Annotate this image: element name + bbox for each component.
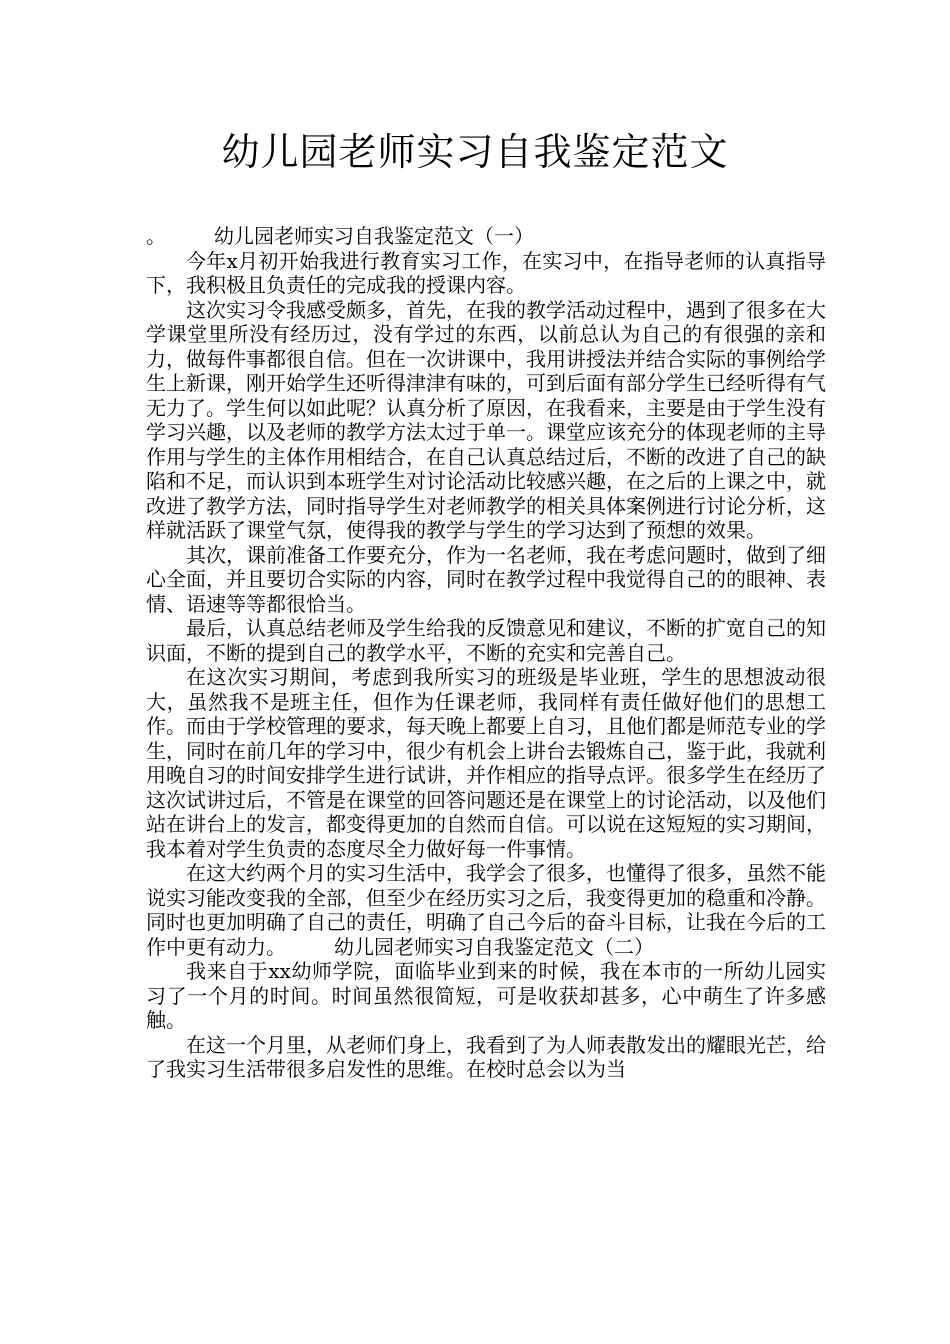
- paragraph: 今年x月初开始我进行教育实习工作，在实习中，在指导老师的认真指导下，我积极且负责任的完成我的授课内容。: [146, 248, 826, 297]
- document-title: 幼儿园老师实习自我鉴定范文: [221, 130, 729, 174]
- closing-paragraph: 在这大约两个月的实习生活中，我学会了很多，也懂得了很多，虽然不能说实习能改变我的全部，但至少在经历实习之后，我变得更加的稳重和冷静。同时也更加明确了自己的责任，明确了自己今后的奋斗目标，让我在今后的工作中更有动力。: [146, 861, 826, 959]
- paragraph: 最后，认真总结老师及学生给我的反馈意见和建议，不断的扩宽自己的知识面，不断的提到自己的教学水平，不断的充实和完善自己。: [146, 616, 826, 665]
- document-body: [146, 224, 826, 1082]
- paragraph-with-section-two-heading: [146, 861, 826, 959]
- paragraph: 这次实习令我感受颇多，首先，在我的教学活动过程中，遇到了很多在大学课堂里所没有经历过，没有学过的东西，以前总认为自己的有很强的亲和力，做每件事都很自信。但在一次讲课中，我用讲授法并结合实际的事例给学生上新课，刚开始学生还听得津津有味的，可到后面有部分学生已经听得有气无力了。学生何以如此呢？认真分析了原因，在我看来，主要是由于学生没有学习兴趣，以及老师的教学方法太过于单一。课堂应该充分的体现老师的主导作用与学生的主体作用相结合，在自己认真总结过后，不断的改进了自己的缺陷和不足，而认识到本班学生对讨论活动比较感兴趣，在之后的上课之中，就改进了教学方法，同时指导学生对老师教学的相关具体案例进行讨论分析，这样就活跃了课堂气氛，使得我的教学与学生的学习达到了预想的效果。: [146, 297, 826, 542]
- section-one-heading: 幼儿园老师实习自我鉴定范文（一）: [214, 224, 534, 248]
- paragraph: 我来自于xx幼师学院，面临毕业到来的时候，我在本市的一所幼儿园实习了一个月的时间。时间虽然很简短，可是收获却甚多，心中萌生了许多感触。: [146, 959, 826, 1032]
- paragraph: 在这次实习期间，考虑到我所实习的班级是毕业班，学生的思想波动很大，虽然我不是班主任，但作为任课老师，我同样有责任做好他们的思想工作。而由于学校管理的要求，每天晚上都要上自习，且他们都是师范专业的学生，同时在前几年的学习中，很少有机会上讲台去锻炼自己，鉴于此，我就利用晚自习的时间安排学生进行试讲，并作相应的指导点评。很多学生在经历了这次试讲过后，不管是在课堂的回答问题还是在课堂上的讨论活动，以及他们站在讲台上的发言，都变得更加的自然而自信。可以说在这短短的实习期间，我本着对学生负责的态度尽全力做好每一件事情。: [146, 665, 826, 861]
- lead-mark: 。: [146, 224, 166, 248]
- section-one-heading-line: [146, 224, 826, 249]
- section-two-heading: 幼儿园老师实习自我鉴定范文（二）: [334, 934, 654, 959]
- paragraph: 在这一个月里，从老师们身上，我看到了为人师表散发出的耀眼光芒，给了我实习生活带很多启发性的思维。在校时总会以为当: [146, 1032, 826, 1081]
- paragraph: 其次，课前准备工作要充分，作为一名老师，我在考虑问题时，做到了细心全面，并且要切合实际的内容，同时在教学过程中我觉得自己的的眼神、表情、语速等等都很恰当。: [146, 542, 826, 616]
